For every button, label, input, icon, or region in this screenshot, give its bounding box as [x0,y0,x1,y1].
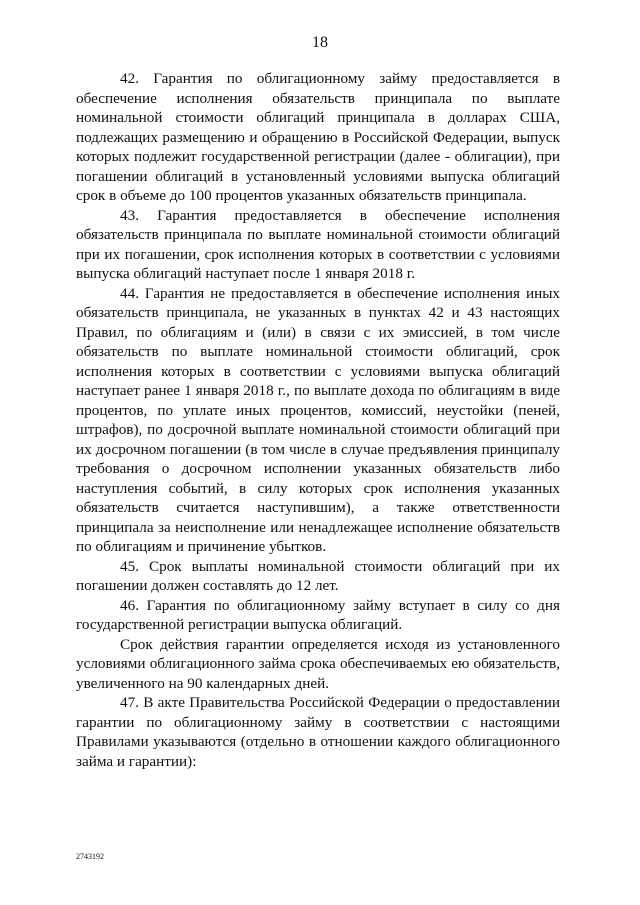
document-code: 2743192 [76,852,104,861]
paragraph-47: 47. В акте Правительства Российской Федерации о предоставлении гарантии по облигационному займу в соответствии с настоящими Правилами указываются (отдельно в отношении каждого облигационного займа и гарантии): [76,694,560,770]
page-number: 18 [312,34,328,51]
paragraph-45: 45. Срок выплаты номинальной стоимости облигаций при их погашении должен составлять до 12 лет. [76,557,560,594]
paragraph-46-continuation: Срок действия гарантии определяется исходя из установленного условиями облигационного займа срока обеспечиваемых ею обязательств, увеличенного на 90 календарных дней. [76,635,560,692]
paragraph-46: 46. Гарантия по облигационному займу вступает в силу со дня государственной регистрации выпуска облигаций. [76,596,560,633]
document-body [76,69,560,771]
paragraph-42: 42. Гарантия по облигационному займу предоставляется в обеспечение исполнения обязательств принципала по выплате номинальной стоимости облигаций принципала в долларах США, подлежащих размещению и обращению в Российской Федерации, выпуск которых подлежит государственной регистрации (далее - облигации), при погашении облигаций в установленный условиями выпуска облигаций срок в объеме до 100 процентов указанных обязательств принципала. [76,70,560,204]
paragraph-43: 43. Гарантия предоставляется в обеспечение исполнения обязательств принципала по выплате номинальной стоимости облигаций при их погашении, срок исполнения которых в соответствии с условиями выпуска облигаций наступает после 1 января 2018 г. [76,206,560,282]
paragraph-44: 44. Гарантия не предоставляется в обеспечение исполнения иных обязательств принципала, не указанных в пунктах 42 и 43 настоящих Правил, по облигациям и (или) в связи с их эмиссией, в том числе обязательств по выплате номинальной стоимости облигаций, срок исполнения которых в соответствии с условиями выпуска облигаций наступает ранее 1 января 2018 г., по выплате дохода по облигациям в виде процентов, по уплате иных процентов, комиссий, неустойки (пеней, штрафов), по досрочной выплате номинальной стоимости облигаций при их досрочном погашении (в том числе в случае предъявления принципалу требования о досрочном исполнении указанных обязательств либо наступления событий, в силу которых срок исполнения указанных обязательств считается наступившим), а также ответственности принципала за неисполнение или ненадлежащее исполнение обязательств по облигациям и причинение убытков. [76,284,560,555]
